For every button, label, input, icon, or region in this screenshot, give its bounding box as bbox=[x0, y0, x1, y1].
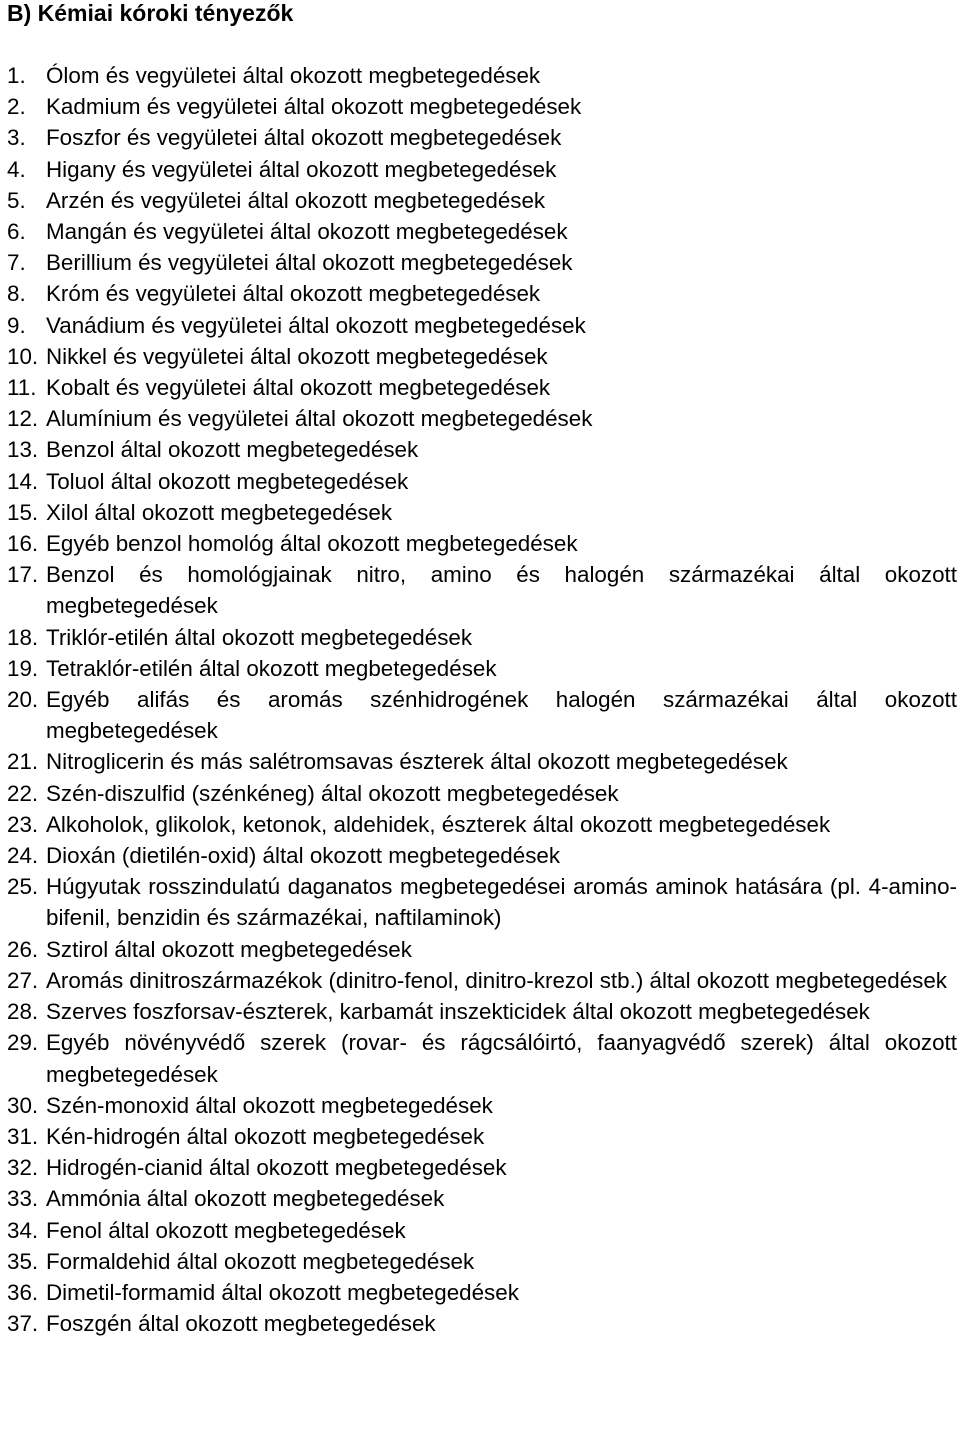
item-text: Mangán és vegyületei által okozott megbetegedések bbox=[46, 219, 568, 245]
list-item bbox=[7, 528, 957, 559]
list-item bbox=[7, 1152, 957, 1183]
item-text: Benzol és homológjainak nitro, amino és halogén származékai által okozott megbetegedések bbox=[46, 562, 957, 619]
item-text: Berillium és vegyületei által okozott megbetegedések bbox=[46, 250, 573, 276]
item-text: Nikkel és vegyületei által okozott megbetegedések bbox=[46, 343, 548, 369]
item-text: Alumínium és vegyületei által okozott megbetegedések bbox=[46, 406, 593, 432]
item-text: Kén-hidrogén által okozott megbetegedések bbox=[46, 1123, 485, 1149]
list-item bbox=[7, 1308, 957, 1339]
item-text: Vanádium és vegyületei által okozott megbetegedések bbox=[46, 312, 586, 338]
list-item bbox=[7, 185, 957, 216]
list-item bbox=[7, 154, 957, 185]
item-number: 2. bbox=[7, 94, 26, 120]
list-item bbox=[7, 278, 957, 309]
list-item bbox=[7, 1215, 957, 1246]
item-text: Alkoholok, glikolok, ketonok, aldehidek, észterek által okozott megbetegedések bbox=[46, 811, 831, 837]
item-number: 4. bbox=[7, 156, 26, 182]
item-number: 20. bbox=[7, 687, 39, 713]
item-text: Dimetil-formamid által okozott megbetegedések bbox=[46, 1279, 519, 1305]
item-text: Hidrogén-cianid által okozott megbetegedések bbox=[46, 1155, 507, 1181]
item-text: Egyéb alifás és aromás szénhidrogének halogén származékai által okozott megbetegedések bbox=[46, 687, 957, 744]
item-number: 17. bbox=[7, 562, 39, 588]
list-item bbox=[7, 497, 957, 528]
list-item bbox=[7, 684, 957, 746]
item-number: 19. bbox=[7, 655, 39, 681]
item-number: 35. bbox=[7, 1248, 39, 1274]
list-item bbox=[7, 653, 957, 684]
item-number: 29. bbox=[7, 1030, 39, 1056]
item-text: Arzén és vegyületei által okozott megbetegedések bbox=[46, 187, 546, 213]
item-text: Szén-diszulfid (szénkéneg) által okozott megbetegedések bbox=[46, 780, 619, 806]
item-text: Nitroglicerin és más salétromsavas észterek által okozott megbetegedések bbox=[46, 749, 788, 775]
item-number: 26. bbox=[7, 936, 39, 962]
item-number: 9. bbox=[7, 312, 26, 338]
list-item bbox=[7, 840, 957, 871]
item-text: Foszgén által okozott megbetegedések bbox=[46, 1311, 436, 1337]
item-text: Kobalt és vegyületei által okozott megbetegedések bbox=[46, 375, 551, 401]
item-number: 27. bbox=[7, 967, 39, 993]
item-text: Szerves foszforsav-észterek, karbamát inszekticidek által okozott megbetegedések bbox=[46, 999, 870, 1025]
item-number: 11. bbox=[7, 375, 37, 401]
item-number: 14. bbox=[7, 468, 39, 494]
list-item bbox=[7, 91, 957, 122]
item-number: 10. bbox=[7, 343, 39, 369]
disease-list bbox=[7, 60, 957, 1339]
list-item bbox=[7, 1277, 957, 1308]
item-text: Higany és vegyületei által okozott megbetegedések bbox=[46, 156, 557, 182]
list-item bbox=[7, 1183, 957, 1214]
list-item bbox=[7, 934, 957, 965]
item-number: 13. bbox=[7, 437, 39, 463]
list-item bbox=[7, 247, 957, 278]
item-text: Egyéb növényvédő szerek (rovar- és rágcsálóirtó, faanyagvédő szerek) által okozott megbetegedések bbox=[46, 1030, 957, 1087]
item-text: Formaldehid által okozott megbetegedések bbox=[46, 1248, 475, 1274]
item-number: 25. bbox=[7, 874, 39, 900]
item-number: 23. bbox=[7, 811, 39, 837]
list-item bbox=[7, 809, 957, 840]
list-item bbox=[7, 746, 957, 777]
item-number: 37. bbox=[7, 1311, 39, 1337]
item-number: 34. bbox=[7, 1217, 39, 1243]
item-text: Króm és vegyületei által okozott megbetegedések bbox=[46, 281, 541, 307]
item-number: 24. bbox=[7, 843, 39, 869]
item-number: 36. bbox=[7, 1279, 39, 1305]
list-item bbox=[7, 996, 957, 1027]
item-text: Húgyutak rosszindulatú daganatos megbetegedései aromás aminok hatására (pl. 4-amino-bifenil, benzidin és származékai, naftilaminok) bbox=[46, 874, 957, 931]
list-item bbox=[7, 341, 957, 372]
item-number: 16. bbox=[7, 531, 39, 557]
item-number: 5. bbox=[7, 187, 26, 213]
item-number: 21. bbox=[7, 749, 39, 775]
item-text: Kadmium és vegyületei által okozott megbetegedések bbox=[46, 94, 582, 120]
item-number: 3. bbox=[7, 125, 26, 151]
list-item bbox=[7, 310, 957, 341]
item-text: Sztirol által okozott megbetegedések bbox=[46, 936, 412, 962]
item-text: Benzol által okozott megbetegedések bbox=[46, 437, 419, 463]
item-text: Aromás dinitroszármazékok (dinitro-fenol, dinitro-krezol stb.) által okozott megbetegedések bbox=[46, 967, 948, 993]
item-text: Fenol által okozott megbetegedések bbox=[46, 1217, 406, 1243]
item-text: Tetraklór-etilén által okozott megbetegedések bbox=[46, 655, 497, 681]
item-number: 1. bbox=[7, 63, 26, 88]
list-item bbox=[7, 1121, 957, 1152]
item-text: Szén-monoxid által okozott megbetegedések bbox=[46, 1092, 493, 1118]
item-number: 28. bbox=[7, 999, 39, 1025]
item-text: Dioxán (dietilén-oxid) által okozott megbetegedések bbox=[46, 843, 561, 869]
item-number: 18. bbox=[7, 624, 39, 650]
list-item bbox=[7, 871, 957, 933]
item-number: 30. bbox=[7, 1092, 39, 1118]
list-item bbox=[7, 1027, 957, 1089]
item-number: 33. bbox=[7, 1186, 39, 1212]
list-item bbox=[7, 434, 957, 465]
list-item bbox=[7, 372, 957, 403]
list-item bbox=[7, 559, 957, 621]
list-item bbox=[7, 778, 957, 809]
item-text: Triklór-etilén által okozott megbetegedések bbox=[46, 624, 473, 650]
section-heading: B) Kémiai kóroki tényezők bbox=[7, 0, 294, 26]
item-number: 31. bbox=[7, 1123, 39, 1149]
item-number: 22. bbox=[7, 780, 39, 806]
item-text: Xilol által okozott megbetegedések bbox=[46, 499, 393, 525]
list-item bbox=[7, 216, 957, 247]
item-number: 15. bbox=[7, 499, 39, 525]
list-item bbox=[7, 60, 957, 91]
item-text: Ammónia által okozott megbetegedések bbox=[46, 1186, 445, 1212]
list-item bbox=[7, 403, 957, 434]
item-number: 7. bbox=[7, 250, 26, 276]
item-number: 12. bbox=[7, 406, 39, 432]
list-item bbox=[7, 122, 957, 153]
list-item bbox=[7, 1090, 957, 1121]
item-number: 8. bbox=[7, 281, 26, 307]
list-item bbox=[7, 466, 957, 497]
item-text: Foszfor és vegyületei által okozott megbetegedések bbox=[46, 125, 562, 151]
list-item bbox=[7, 622, 957, 653]
item-number: 32. bbox=[7, 1155, 39, 1181]
item-number: 6. bbox=[7, 219, 26, 245]
item-text: Ólom és vegyületei által okozott megbetegedések bbox=[46, 63, 541, 88]
item-text: Egyéb benzol homológ által okozott megbetegedések bbox=[46, 531, 578, 557]
list-item bbox=[7, 965, 957, 996]
item-text: Toluol által okozott megbetegedések bbox=[46, 468, 409, 494]
list-item bbox=[7, 1246, 957, 1277]
